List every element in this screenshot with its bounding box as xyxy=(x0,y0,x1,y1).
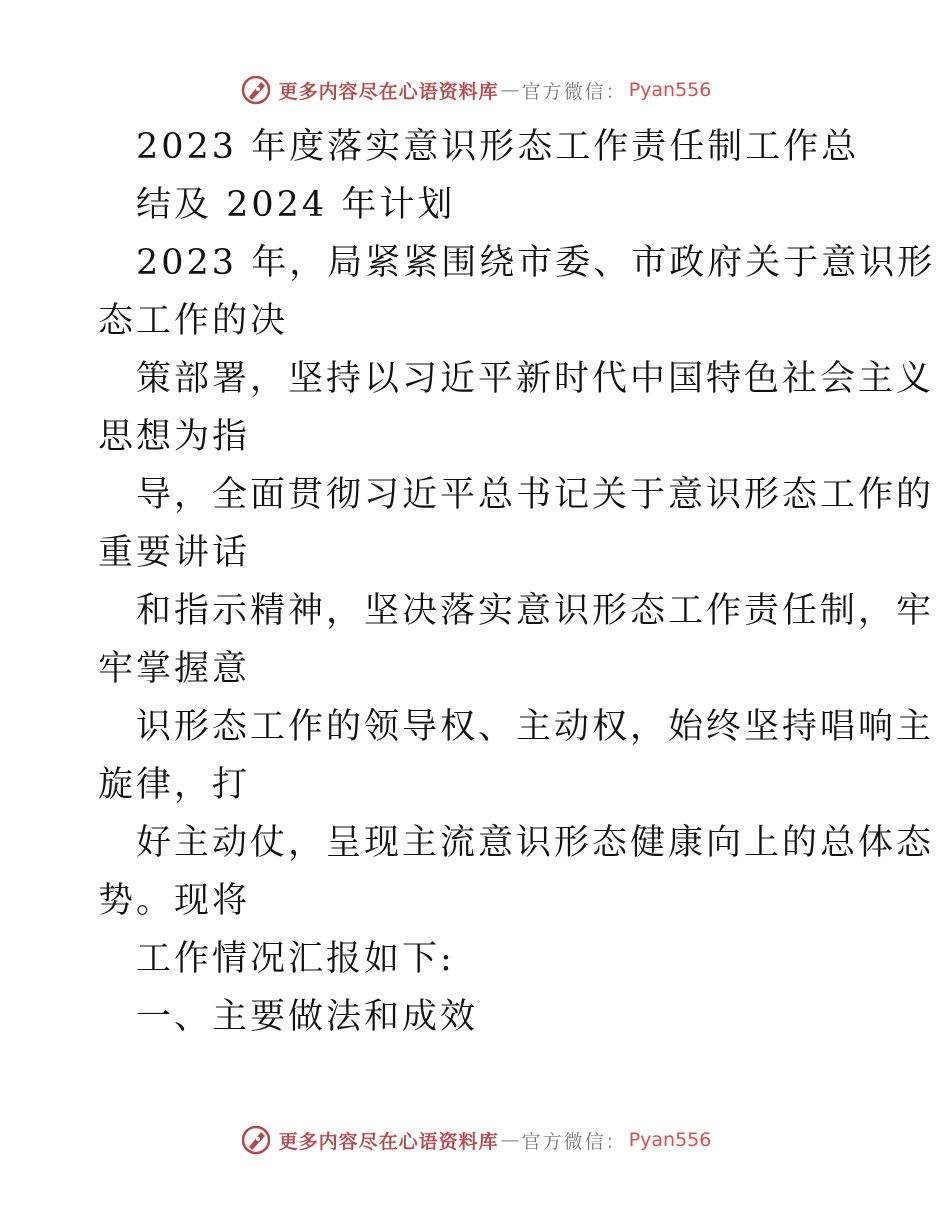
watermark-text: 更多内容尽在心语资料库 xyxy=(278,80,499,103)
document-body xyxy=(98,118,936,1046)
pen-nib-logo-icon xyxy=(239,1123,273,1157)
paragraph-line: 2023 年，局紧紧围绕市委、市政府关于意识形 xyxy=(136,243,936,283)
paragraph-line: 旋律，打 xyxy=(98,765,251,805)
paragraph-line: 好主动仗，呈现主流意识形态健康向上的总体态 xyxy=(136,823,935,863)
section-heading: 一、主要做法和成效 xyxy=(136,997,479,1037)
paragraph-line: 导，全面贯彻习近平总书记关于意识形态工作的 xyxy=(136,475,935,515)
watermark-official: 官方微信 xyxy=(521,1130,606,1153)
pen-nib-logo-icon xyxy=(239,73,273,107)
watermark-dash: — xyxy=(500,1129,520,1151)
watermark-colon: ： xyxy=(605,1130,625,1153)
paragraph-line: 策部署，坚持以习近平新时代中国特色社会主义 xyxy=(136,359,935,399)
paragraph-line: 态工作的决 xyxy=(98,301,289,341)
watermark-id: Pyan556 xyxy=(628,1129,712,1151)
watermark-official: 官方微信 xyxy=(521,80,606,103)
paragraph-line: 重要讲话 xyxy=(98,533,251,573)
watermark-text: 更多内容尽在心语资料库 xyxy=(278,1130,499,1153)
footer-watermark xyxy=(0,1120,950,1160)
watermark-id: Pyan556 xyxy=(628,79,712,101)
paragraph-line: 和指示精神，坚决落实意识形态工作责任制，牢 xyxy=(136,591,935,631)
paragraph-line: 思想为指 xyxy=(98,417,251,457)
title-line-1: 2023 年度落实意识形态工作责任制工作总 xyxy=(136,127,860,167)
watermark-dash: — xyxy=(500,79,520,101)
header-watermark xyxy=(0,70,950,110)
watermark-colon: ： xyxy=(605,80,625,103)
paragraph-line: 识形态工作的领导权、主动权，始终坚持唱响主 xyxy=(136,707,935,747)
paragraph-line: 工作情况汇报如下: xyxy=(136,939,455,979)
title-line-2: 结及 2024 年计划 xyxy=(136,185,456,225)
paragraph-line: 牢掌握意 xyxy=(98,649,251,689)
paragraph-line: 势。现将 xyxy=(98,881,251,921)
